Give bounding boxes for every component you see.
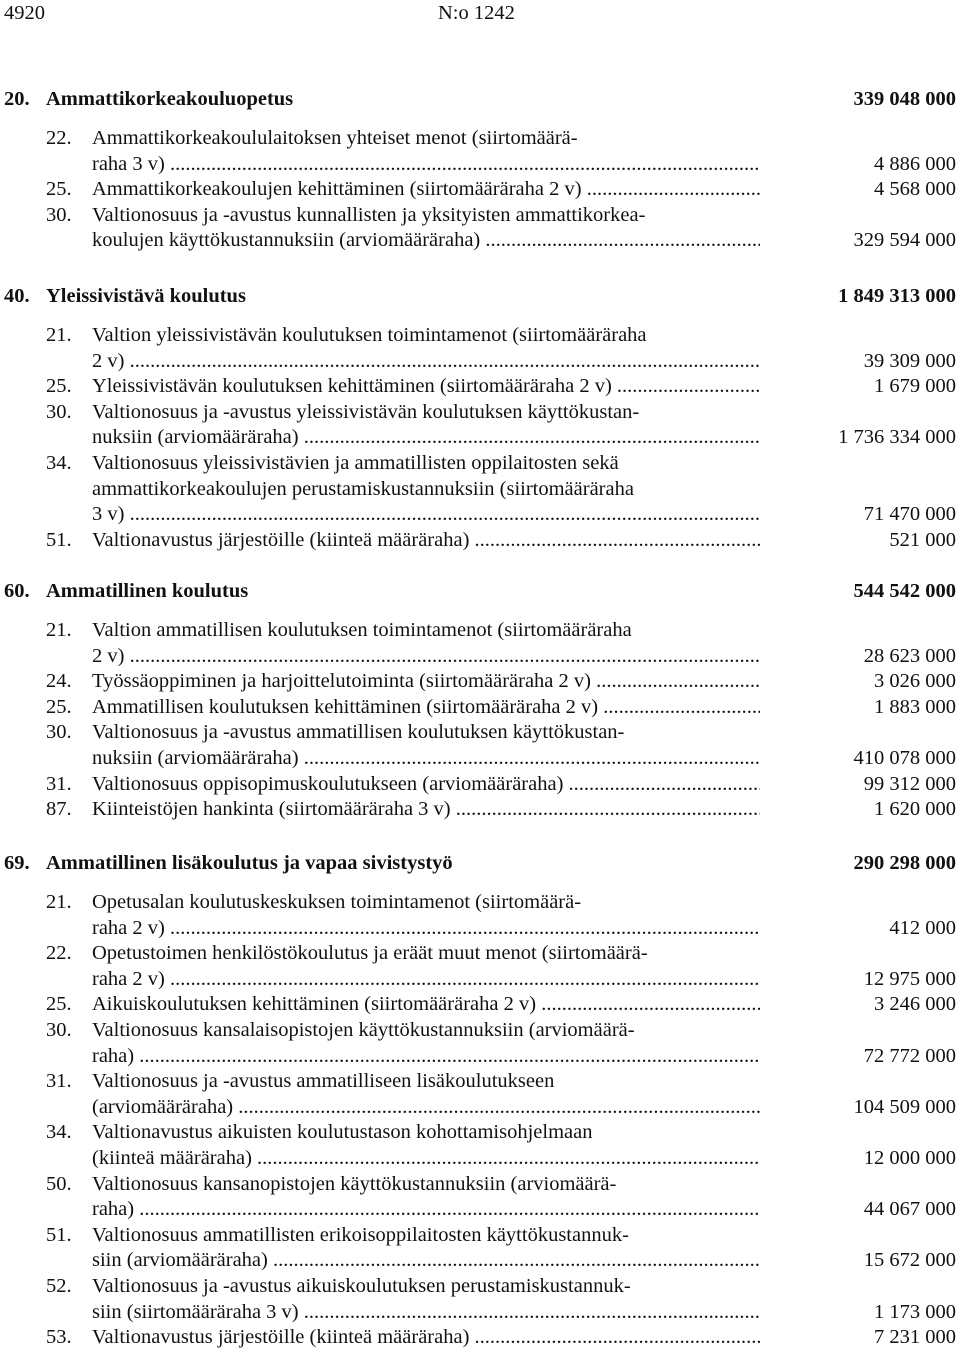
item-amount: 4 568 000 [874, 178, 956, 200]
section-title: Ammattikorkeakouluopetus [46, 88, 294, 110]
item-text: Opetusalan koulutuskeskuksen toimintamenot (siirtomäärä- [92, 891, 582, 913]
item-amount: 99 312 000 [863, 773, 956, 795]
item-text: Yleissivistävän koulutuksen kehittäminen (siirtomääräraha 2 v) ..... [92, 373, 760, 399]
item-code: 51. [46, 529, 72, 551]
budget-item-row [0, 643, 960, 669]
section-amount: 290 298 000 [853, 852, 956, 874]
budget-item-row [0, 1247, 960, 1273]
item-code: 21. [46, 619, 72, 641]
item-text: Työssäoppiminen ja harjoittelutoiminta (siirtomääräraha 2 v) ..... [92, 668, 760, 694]
item-amount: 3 026 000 [874, 670, 956, 692]
item-text: koulujen käyttökustannuksiin (arviomääräraha) ..... [92, 227, 760, 253]
item-text: siin (siirtomääräraha 3 v) ..... [92, 1299, 760, 1325]
item-amount: 412 000 [889, 917, 956, 939]
item-code: 25. [46, 993, 72, 1015]
budget-item-row [0, 1145, 960, 1171]
item-amount: 1 620 000 [874, 798, 956, 820]
item-text: Valtionosuus ja -avustus kunnallisten ja yksityisten ammattikorkea- [92, 204, 646, 226]
item-text: Aikuiskoulutuksen kehittäminen (siirtomääräraha 2 v) ..... [92, 991, 760, 1017]
budget-item-row [0, 1196, 960, 1222]
item-code: 52. [46, 1275, 72, 1297]
section-amount: 1 849 313 000 [838, 285, 956, 307]
section-title: Yleissivistävä koulutus [46, 285, 246, 307]
section-title: Ammatillinen koulutus [46, 580, 249, 602]
budget-item-row [0, 668, 960, 694]
budget-item-continued [0, 399, 960, 425]
section-heading [0, 86, 960, 112]
item-amount: 1 883 000 [874, 696, 956, 718]
item-amount: 104 509 000 [853, 1096, 956, 1118]
item-amount: 44 067 000 [863, 1198, 956, 1220]
item-code: 22. [46, 127, 72, 149]
item-text: Valtionosuus yleissivistävien ja ammatillisten oppilaitosten sekä [92, 452, 619, 474]
item-amount: 15 672 000 [863, 1249, 956, 1271]
budget-item-row [0, 1043, 960, 1069]
section-code: 40. [4, 285, 30, 307]
item-amount: 72 772 000 [863, 1045, 956, 1067]
item-code: 30. [46, 204, 72, 226]
section-amount: 544 542 000 [853, 580, 956, 602]
item-code: 34. [46, 452, 72, 474]
item-text: Valtionavustus järjestöille (kiinteä määräraha) ..... [92, 1324, 760, 1350]
item-amount: 28 623 000 [863, 645, 956, 667]
budget-item-row [0, 348, 960, 374]
budget-item-row [0, 745, 960, 771]
item-amount: 410 078 000 [853, 747, 956, 769]
item-text: raha 3 v) ..... [92, 151, 760, 177]
item-text: Ammatillisen koulutuksen kehittäminen (siirtomääräraha 2 v) ..... [92, 694, 760, 720]
item-amount: 1 679 000 [874, 375, 956, 397]
budget-item-row [0, 915, 960, 941]
budget-item-row [0, 991, 960, 1017]
budget-item-row [0, 694, 960, 720]
budget-item-row [0, 424, 960, 450]
budget-item-row [0, 771, 960, 797]
page-header [0, 2, 960, 28]
budget-item-continued [0, 322, 960, 348]
item-amount: 3 246 000 [874, 993, 956, 1015]
item-text: Valtion ammatillisen koulutuksen toimintamenot (siirtomääräraha [92, 619, 632, 641]
item-code: 31. [46, 1070, 72, 1092]
section-heading [0, 283, 960, 309]
item-text: raha 2 v) ..... [92, 915, 760, 941]
section-code: 20. [4, 88, 30, 110]
item-amount: 329 594 000 [853, 229, 956, 251]
item-code: 25. [46, 178, 72, 200]
budget-item-row [0, 966, 960, 992]
item-code: 25. [46, 696, 72, 718]
item-code: 31. [46, 773, 72, 795]
budget-item-continued [0, 125, 960, 151]
item-amount: 1 736 334 000 [838, 426, 956, 448]
section-heading [0, 850, 960, 876]
item-text: Valtionosuus ja -avustus aikuiskoulutuksen perustamiskustannuk- [92, 1275, 631, 1297]
item-amount: 7 231 000 [874, 1326, 956, 1348]
item-amount: 521 000 [889, 529, 956, 551]
item-text: nuksiin (arviomääräraha) ..... [92, 424, 760, 450]
item-amount: 71 470 000 [863, 503, 956, 525]
item-text: Valtionavustus järjestöille (kiinteä määräraha) ..... [92, 527, 760, 553]
section-title: Ammatillinen lisäkoulutus ja vapaa sivistystyö [46, 852, 453, 874]
budget-item-continued [0, 1273, 960, 1299]
budget-item-row [0, 151, 960, 177]
item-text: siin (arviomääräraha) ..... [92, 1247, 760, 1273]
statute-number: N:o 1242 [438, 2, 515, 24]
item-amount: 39 309 000 [863, 350, 956, 372]
item-text: 2 v) ..... [92, 643, 760, 669]
item-code: 34. [46, 1121, 72, 1143]
item-text: ammattikorkeakoulujen perustamiskustannuksiin (siirtomääräraha [92, 478, 634, 500]
budget-item-row [0, 227, 960, 253]
item-code: 21. [46, 891, 72, 913]
item-code: 50. [46, 1173, 72, 1195]
budget-item-continued [0, 1119, 960, 1145]
budget-item-row [0, 1299, 960, 1325]
item-text: raha) ..... [92, 1196, 760, 1222]
budget-item-continued [0, 1222, 960, 1248]
item-text: Opetustoimen henkilöstökoulutus ja eräät muut menot (siirtomäärä- [92, 942, 648, 964]
item-code: 21. [46, 324, 72, 346]
section-heading [0, 578, 960, 604]
budget-item-continued [0, 889, 960, 915]
section-code: 69. [4, 852, 30, 874]
budget-item-continued [0, 940, 960, 966]
budget-item-row [0, 373, 960, 399]
budget-item-row [0, 501, 960, 527]
item-text: raha 2 v) ..... [92, 966, 760, 992]
item-amount: 4 886 000 [874, 153, 956, 175]
item-text: Valtionosuus oppisopimuskoulutukseen (arviomääräraha) ..... [92, 771, 760, 797]
budget-item-continued [0, 617, 960, 643]
item-code: 30. [46, 1019, 72, 1041]
budget-item-row [0, 796, 960, 822]
item-text: Ammattikorkeakoululaitoksen yhteiset menot (siirtomäärä- [92, 127, 578, 149]
budget-item-row [0, 1094, 960, 1120]
item-code: 24. [46, 670, 72, 692]
budget-item-continued [0, 450, 960, 476]
item-amount: 12 000 000 [863, 1147, 956, 1169]
item-amount: 1 173 000 [874, 1301, 956, 1323]
item-code: 87. [46, 798, 72, 820]
budget-item-continued [0, 476, 960, 502]
budget-item-continued [0, 1068, 960, 1094]
budget-item-continued [0, 1171, 960, 1197]
item-text: Valtion yleissivistävän koulutuksen toimintamenot (siirtomääräraha [92, 324, 647, 346]
page-number: 4920 [4, 2, 45, 24]
item-text: 3 v) ..... [92, 501, 760, 527]
item-code: 30. [46, 401, 72, 423]
item-text: (kiinteä määräraha) ..... [92, 1145, 760, 1171]
item-text: raha) ..... [92, 1043, 760, 1069]
budget-item-row [0, 527, 960, 553]
budget-item-continued [0, 1017, 960, 1043]
item-text: 2 v) ..... [92, 348, 760, 374]
item-code: 53. [46, 1326, 72, 1348]
item-text: Valtionosuus ammatillisten erikoisoppilaitosten käyttökustannuk- [92, 1224, 629, 1246]
item-text: Valtionosuus kansalaisopistojen käyttökustannuksiin (arviomäärä- [92, 1019, 635, 1041]
item-text: nuksiin (arviomääräraha) ..... [92, 745, 760, 771]
item-text: Valtionavustus aikuisten koulutustason kohottamisohjelmaan [92, 1121, 593, 1143]
item-code: 51. [46, 1224, 72, 1246]
budget-item-row [0, 176, 960, 202]
section-amount: 339 048 000 [853, 88, 956, 110]
item-code: 25. [46, 375, 72, 397]
item-code: 30. [46, 721, 72, 743]
item-text: (arviomääräraha) ..... [92, 1094, 760, 1120]
item-text: Valtionosuus ja -avustus yleissivistävän koulutuksen käyttökustan- [92, 401, 640, 423]
budget-item-continued [0, 719, 960, 745]
budget-item-row [0, 1324, 960, 1350]
item-text: Valtionosuus kansanopistojen käyttökustannuksiin (arviomäärä- [92, 1173, 617, 1195]
section-code: 60. [4, 580, 30, 602]
budget-item-continued [0, 202, 960, 228]
item-text: Kiinteistöjen hankinta (siirtomääräraha 3 v) ..... [92, 796, 760, 822]
item-text: Valtionosuus ja -avustus ammatillisen koulutuksen käyttökustan- [92, 721, 625, 743]
item-text: Ammattikorkeakoulujen kehittäminen (siirtomääräraha 2 v) ..... [92, 176, 760, 202]
item-amount: 12 975 000 [863, 968, 956, 990]
item-text: Valtionosuus ja -avustus ammatilliseen lisäkoulutukseen [92, 1070, 555, 1092]
item-code: 22. [46, 942, 72, 964]
